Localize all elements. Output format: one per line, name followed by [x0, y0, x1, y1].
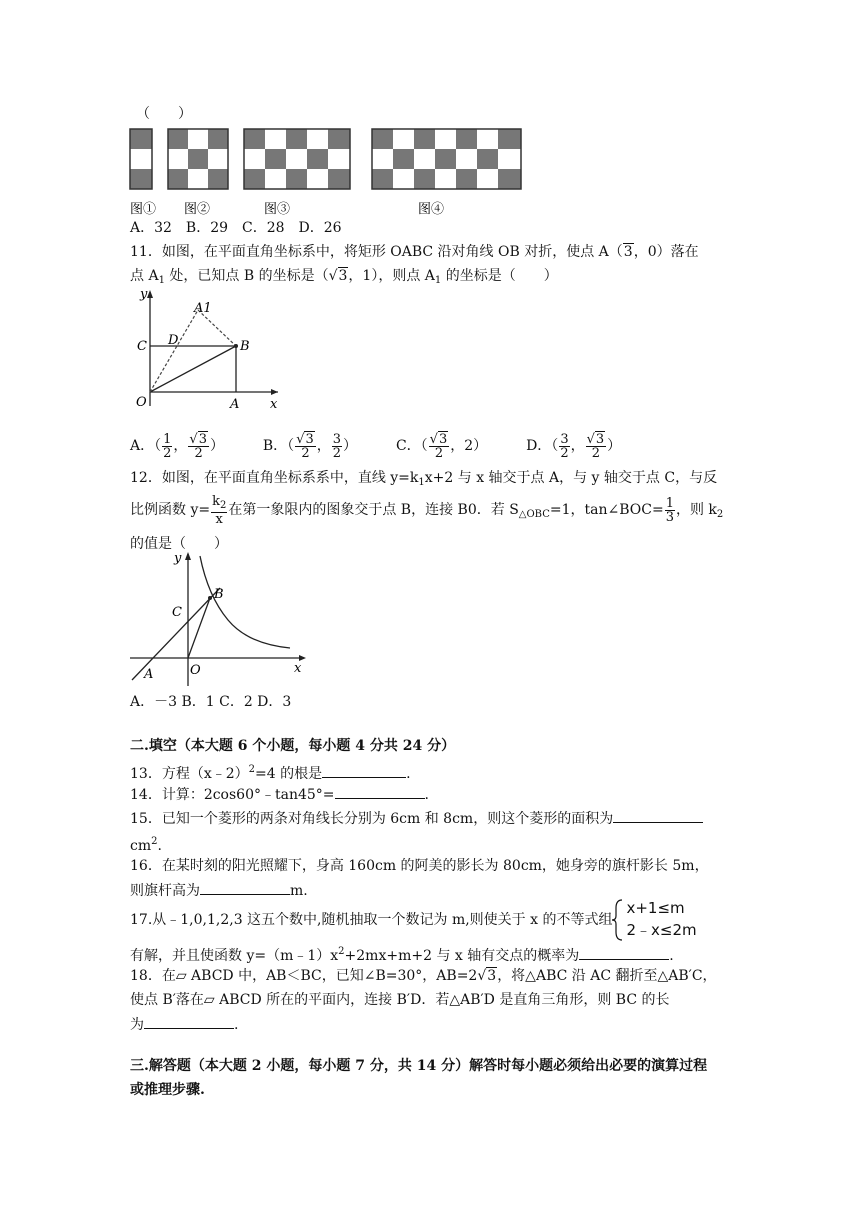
q16-line2: 则旗杆高为 m.	[130, 880, 308, 901]
q12-options: A．－3 B．1 C．2 D．3	[130, 694, 292, 710]
svg-text:D: D	[168, 333, 179, 348]
q18-line3: 为 .	[130, 1014, 238, 1035]
q15: 15．已知一个菱形的两条对角线长分别为 6cm 和 8cm，则这个菱形的面积为	[130, 808, 703, 829]
q18-line1: 18．在▱ ABCD 中，AB＜BC，已知∠B=30°，AB=2√3，将△ABC 沿 AC 翻折至△AB′C，	[130, 968, 717, 984]
pattern-figure-3	[244, 129, 350, 189]
q11-option-a: A．（ $\frac{1}{2}$ ， $\frac{√3}{2}$ ）	[130, 431, 224, 461]
q10-figures	[128, 125, 528, 220]
q12-figure	[128, 548, 308, 688]
q13: 13．方程（x﹣2）$^2$=4 的根是 .	[130, 764, 411, 782]
inequality-system	[612, 898, 742, 942]
q12-line2: 比例函数 y= $\frac{k_2}{x}$ 在第一象限内的图象交于点 B，连接 B0．若 $S_{\triangle OBC}=1$，tan∠BOC= $\frac{1}{3}$ ，则 $k_2$	[130, 493, 724, 527]
answer-blank[interactable]	[579, 945, 669, 960]
svg-text:B: B	[214, 587, 224, 602]
answer-blank[interactable]	[144, 1014, 234, 1029]
section3-heading: 三.解答题（本大题 2 小题，每小题 7 分，共 14 分）解答时每小题必须给出必要的演算过程	[130, 1058, 708, 1074]
svg-text:x: x	[294, 661, 302, 676]
fig-label-2: 图②	[184, 202, 211, 217]
q11-option-b: B．（ $\frac{√3}{2}$ ， $\frac{3}{2}$ ）	[262, 431, 358, 461]
q12-line3: 的值是（ ）	[130, 536, 228, 552]
q17-line2: 有解，并且使函数 $y=(m﹣1)x^2+2mx+m+2$ 与 x 轴有交点的概率为 .	[130, 946, 674, 964]
inequality-1: x+1≤m	[626, 899, 685, 917]
q17-line1: 17.从﹣1,0,1,2,3 这五个数中,随机抽取一个数记为 m,则使关于 x 的不等式组 x+1≤m 2﹣x≤2m	[130, 896, 742, 944]
answer-blank[interactable]	[613, 808, 703, 823]
svg-text:C: C	[137, 339, 147, 354]
svg-text:A: A	[230, 397, 240, 412]
svg-text:y: y	[140, 287, 148, 302]
q11-option-d: D．（ $\frac{3}{2}$ ， $\frac{√3}{2}$ ）	[526, 431, 622, 461]
q18-line2: 使点 B′落在▱ ABCD 所在的平面内，连接 B′D．若△AB′D 是直角三角形，则 BC 的长	[130, 992, 670, 1008]
answer-blank[interactable]	[322, 763, 406, 778]
svg-text:O: O	[190, 663, 201, 678]
q11-option-c: C．（ $\frac{√3}{2}$ ，2）	[395, 431, 488, 461]
pattern-figure-1	[130, 129, 152, 189]
svg-text:y: y	[174, 551, 182, 566]
q10-paren: （ ）	[136, 106, 192, 122]
svg-text:A1: A1	[194, 301, 212, 316]
svg-text:A: A	[144, 667, 154, 682]
pattern-figure-2	[168, 129, 228, 189]
fig-label-4: 图④	[418, 202, 445, 217]
q12-line1: 12．如图，在平面直角坐标系系中，直线 $y=k_1x+2$ 与 x 轴交于点 A，与 y 轴交于点 C，与反	[130, 470, 718, 488]
answer-blank[interactable]	[200, 880, 290, 895]
q10-options: A．32 B．29 C．28 D．26	[130, 220, 342, 236]
answer-blank[interactable]	[335, 784, 425, 799]
q11-figure	[128, 284, 288, 414]
q14: 14．计算：2cos60°﹣tan45°= .	[130, 784, 429, 805]
svg-text:B: B	[240, 339, 250, 354]
inequality-2: 2﹣x≤2m	[626, 921, 697, 939]
q15-unit: $cm^2$.	[130, 836, 162, 854]
fig-label-3: 图③	[264, 202, 291, 217]
svg-text:C: C	[172, 605, 182, 620]
q11-line2: 点 $A_1$ 处，已知点 B 的坐标是（√3，1），则点 $A_1$ 的坐标是（ ）	[130, 268, 558, 286]
section3-heading-cont: 或推理步骤.	[130, 1082, 205, 1098]
q16-line1: 16．在某时刻的阳光照耀下，身高 160cm 的阿美的影长为 80cm，她身旁的旗杆影长 5m，	[130, 858, 709, 874]
q11-options	[130, 428, 621, 464]
section2-heading: 二.填空（本大题 6 个小题，每小题 4 分共 24 分）	[130, 738, 456, 754]
pattern-figure-4	[372, 129, 521, 189]
svg-text:x: x	[270, 397, 278, 412]
svg-text:O: O	[136, 395, 147, 410]
fig-label-1: 图①	[130, 202, 157, 217]
q11-line1: 11．如图，在平面直角坐标系中，将矩形 OABC 沿对角线 OB 对折，使点 A（3，0）落在	[130, 244, 699, 260]
